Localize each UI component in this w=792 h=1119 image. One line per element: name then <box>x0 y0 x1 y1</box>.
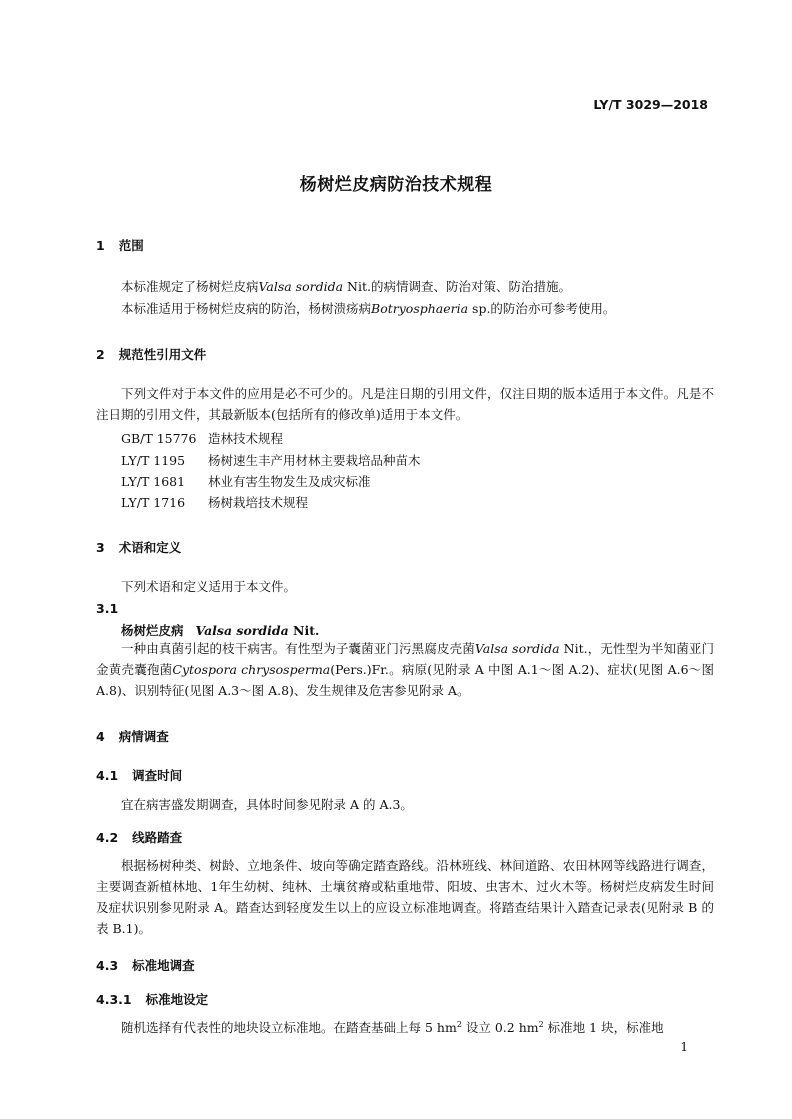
term-3-1-definition: 一种由真菌引起的枝干病害。有性型为子囊菌亚门污黑腐皮壳菌Valsa sordida Nit.，无性型为半知菌亚门金黄壳囊孢菌Cytospora chrysosperma(Pers.)Fr.。病原(见附录 A 中图 A.1～图 A.2)、症状(见图 A.6～图 A.8)、识别特征(见图 A.3～图 A.8)、发生规律及危害参见附录 A。 <box>96 641 714 698</box>
section-4-1-text: 宜在病害盛发期调查，具体时间参见附录 A 的 A.3。 <box>121 797 413 812</box>
section-3-heading: 3 术语和定义 <box>96 540 182 555</box>
section-4-2-text: 根据杨树种类、树龄、立地条件、坡向等确定踏查路线。沿林班线、林间道路、农田林网等线路进行调查，主要调查新植林地、1年生幼树、纯林、土壤贫瘠或粘重地带、阳坡、虫害木、过火木等。杨树烂皮病发生时间及症状识别参见附录 A。踏查达到轻度发生以上的应设立标准地调查。将踏查结果计入踏查记录表(见附录 B 的表 B.1)。 <box>96 858 714 936</box>
reference-item: LY/T 1195 杨树速生丰产用材林主要栽培品种苗木 <box>121 453 421 468</box>
reference-item: GB/T 15776 造林技术规程 <box>121 431 284 446</box>
section-1-paragraph-2: 本标准适用于杨树烂皮病的防治，杨树溃疡病Botryosphaeria sp.的防治亦可参考使用。 <box>121 301 616 316</box>
section-4-3-1-text: 随机选择有代表性的地块设立标准地。在踏查基础上每 5 $hm^2$ 设立 0.2 $hm^2$ 标准地 1 块，标准地 <box>121 1019 664 1035</box>
section-4-3-heading: 4.3 标准地调查 <box>96 958 195 973</box>
standard-code: LY/T 3029—2018 <box>593 97 708 112</box>
term-3-1-heading: 杨树烂皮病 Valsa sordida Nit. <box>121 623 320 638</box>
reference-item: LY/T 1716 杨树栽培技术规程 <box>121 495 309 510</box>
section-3-intro: 下列术语和定义适用于本文件。 <box>121 579 297 594</box>
reference-item: LY/T 1681 林业有害生物发生及成灾标准 <box>121 474 371 489</box>
section-1-paragraph-1: 本标准规定了杨树烂皮病Valsa sordida Nit.的病情调查、防治对策、防治措施。 <box>121 279 571 294</box>
term-3-1-number: 3.1 <box>96 601 119 616</box>
document-title: 杨树烂皮病防治技术规程 <box>299 175 493 195</box>
section-2-intro: 下列文件对于本文件的应用是必不可少的。凡是注日期的引用文件，仅注日期的版本适用于本文件。凡是不注日期的引用文件，其最新版本(包括所有的修改单)适用于本文件。 <box>96 386 714 422</box>
section-1-heading: 1 范围 <box>96 238 144 253</box>
section-4-heading: 4 病情调查 <box>96 729 169 744</box>
section-4-3-1-heading: 4.3.1 标准地设定 <box>96 992 209 1007</box>
section-2-heading: 2 规范性引用文件 <box>96 347 207 362</box>
section-4-1-heading: 4.1 调查时间 <box>96 768 183 783</box>
section-4-2-heading: 4.2 线路踏查 <box>96 830 183 845</box>
page-number: 1 <box>680 1040 688 1054</box>
